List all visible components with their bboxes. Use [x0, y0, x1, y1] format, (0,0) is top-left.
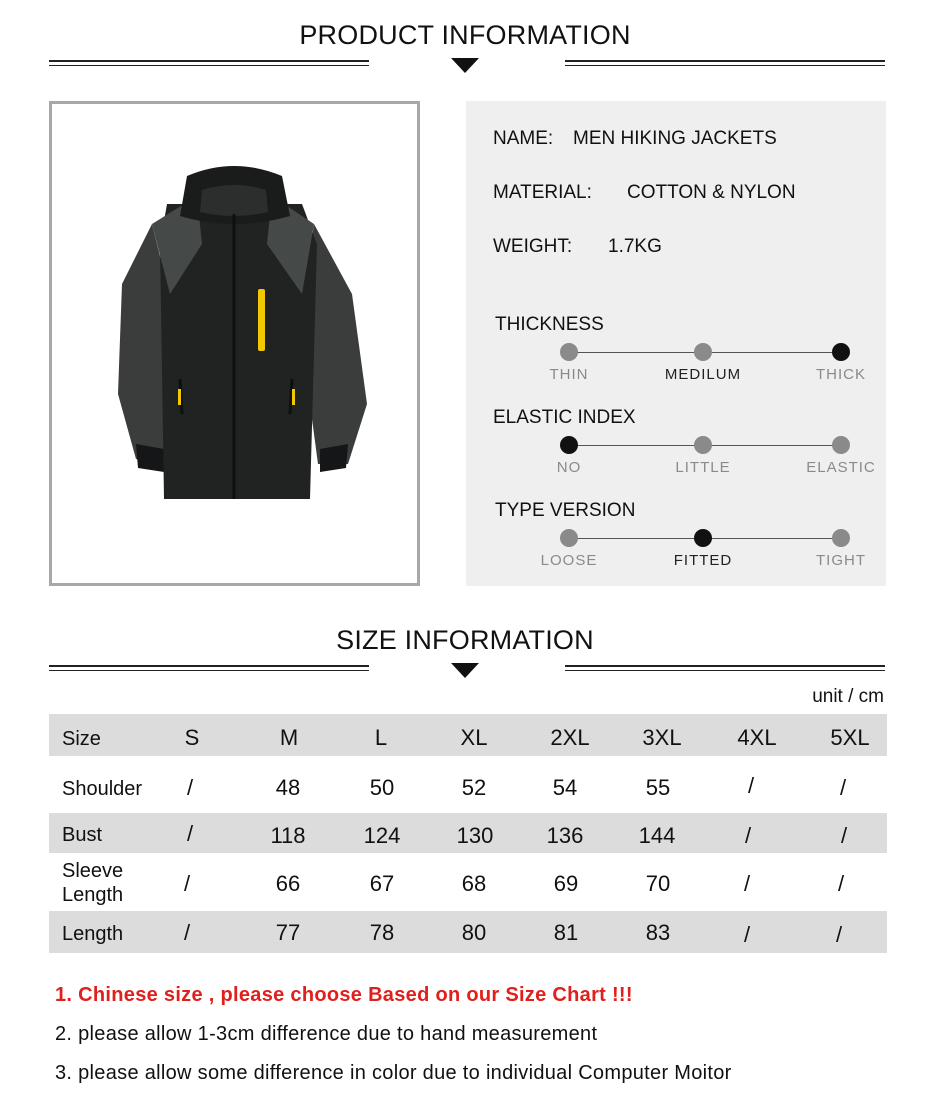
name-value: MEN HIKING JACKETS: [573, 128, 777, 149]
table-row: [49, 813, 887, 853]
product-info-title: PRODUCT INFORMATION: [299, 20, 631, 50]
row-label-sleeve: Sleeve: [62, 860, 124, 882]
table-cell: 68: [461, 871, 487, 896]
material-row: [493, 182, 796, 204]
type-option-fitted: FITTED: [673, 552, 733, 569]
note-chinese-size: 1. Chinese size , please choose Based on our Size Chart !!!: [55, 984, 633, 1006]
table-cell: /: [186, 821, 194, 846]
header-line-left: [49, 60, 369, 66]
product-photo-frame: [49, 101, 420, 586]
size-info-title: SIZE INFORMATION: [336, 625, 594, 655]
thickness-option-medilum: MEDILUM: [664, 366, 742, 383]
table-cell: /: [743, 922, 751, 947]
table-cell: 130: [456, 823, 494, 848]
table-row: [49, 756, 887, 813]
row-label-sleeve-length: [62, 859, 123, 907]
row-label-bust: Bust: [62, 824, 103, 846]
elastic-option-elastic: ELASTIC: [806, 459, 876, 476]
table-cell: 136: [546, 823, 584, 848]
table-header-row: [49, 714, 887, 756]
name-row: [493, 128, 777, 150]
size-col-l: L: [374, 725, 388, 750]
table-cell: 144: [638, 823, 676, 848]
elastic-dot-no: [560, 436, 578, 454]
material-value: COTTON & NYLON: [627, 182, 796, 203]
table-cell: 54: [552, 775, 578, 800]
material-label: MATERIAL:: [493, 182, 592, 203]
elastic-dot-elastic: [832, 436, 850, 454]
thickness-label: THICKNESS: [495, 314, 604, 335]
table-cell: 81: [553, 920, 579, 945]
row-label-length: Length: [62, 923, 124, 945]
size-col-4xl: 4XL: [737, 725, 777, 750]
row-label-length-line: Length: [62, 884, 124, 906]
down-triangle-icon: [451, 58, 479, 73]
type-dot-tight: [832, 529, 850, 547]
size-header-line-right: [565, 665, 885, 671]
table-cell: 69: [553, 871, 579, 896]
table-row: [49, 853, 887, 911]
size-header-label: Size: [62, 728, 101, 750]
type-version-label: TYPE VERSION: [495, 500, 636, 521]
thickness-dot-medilum: [694, 343, 712, 361]
table-cell: /: [835, 922, 843, 947]
weight-row: [493, 236, 662, 258]
elastic-dot-little: [694, 436, 712, 454]
name-label: NAME:: [493, 128, 554, 149]
size-col-s: S: [184, 725, 200, 750]
weight-value: 1.7KG: [608, 236, 662, 257]
table-cell: /: [747, 773, 755, 798]
product-info-header: [0, 18, 930, 78]
thickness-dot-thin: [560, 343, 578, 361]
table-cell: /: [743, 871, 751, 896]
product-info-panel: [466, 101, 886, 586]
unit-label: unit / cm: [812, 686, 884, 707]
size-col-m: M: [279, 725, 299, 750]
table-cell: 67: [369, 871, 395, 896]
size-header-line-left: [49, 665, 369, 671]
table-cell: 66: [275, 871, 301, 896]
size-col-5xl: 5XL: [830, 725, 870, 750]
thickness-option-thin: THIN: [549, 366, 589, 383]
table-cell: 80: [461, 920, 487, 945]
size-col-xl: XL: [460, 725, 488, 750]
table-cell: 83: [645, 920, 671, 945]
type-dot-fitted: [694, 529, 712, 547]
table-cell: /: [839, 775, 847, 800]
table-cell: 77: [275, 920, 301, 945]
down-triangle-icon: [451, 663, 479, 678]
elastic-index-label: ELASTIC INDEX: [493, 407, 636, 428]
table-cell: /: [186, 775, 194, 800]
size-col-3xl: 3XL: [642, 725, 682, 750]
table-cell: 78: [369, 920, 395, 945]
table-cell: /: [744, 823, 752, 848]
table-cell: 118: [270, 823, 306, 848]
elastic-option-no: NO: [556, 459, 582, 476]
table-cell: /: [183, 871, 191, 896]
table-cell: /: [837, 871, 845, 896]
size-info-header: [0, 623, 930, 683]
type-dot-loose: [560, 529, 578, 547]
table-cell: 124: [363, 823, 401, 848]
header-line-right: [565, 60, 885, 66]
weight-label: WEIGHT:: [493, 236, 573, 257]
thickness-dot-thick: [832, 343, 850, 361]
size-col-2xl: 2XL: [550, 725, 590, 750]
table-cell: 55: [645, 775, 671, 800]
note-color: 3. please allow some difference in color due to individual Computer Moitor: [55, 1062, 732, 1084]
table-cell: 52: [461, 775, 487, 800]
type-option-loose: LOOSE: [540, 552, 598, 569]
jacket-image: [52, 104, 417, 583]
table-cell: 50: [369, 775, 395, 800]
table-cell: 48: [275, 775, 301, 800]
table-cell: /: [840, 823, 848, 848]
note-measurement: 2. please allow 1-3cm difference due to hand measurement: [55, 1023, 598, 1045]
table-row: [49, 911, 887, 953]
table-cell: /: [183, 920, 191, 945]
type-option-tight: TIGHT: [816, 552, 866, 569]
row-label-shoulder: Shoulder: [62, 778, 143, 800]
elastic-option-little: LITTLE: [675, 459, 731, 476]
thickness-option-thick: THICK: [816, 366, 866, 383]
table-cell: 70: [645, 871, 671, 896]
